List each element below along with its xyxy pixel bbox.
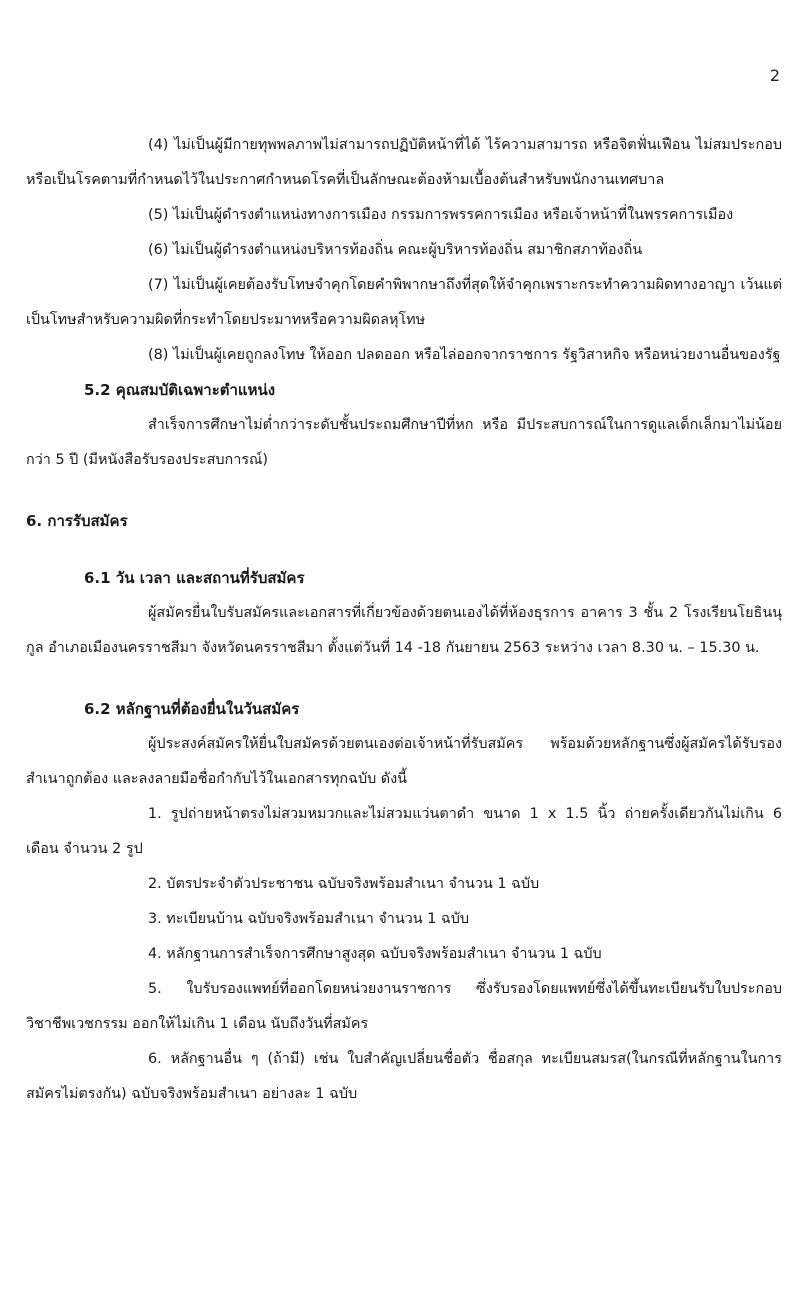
qualification-item-8: (8) ไม่เป็นผู้เคยถูกลงโทษ ให้ออก ปลดออก หรือไล่ออกจากราชการ รัฐวิสาหกิจ หรือหน่วยงานอื่นของรัฐ	[148, 347, 781, 363]
document-item-3: 3. ทะเบียนบ้าน ฉบับจริงพร้อมสำเนา จำนวน 1 ฉบับ	[148, 911, 469, 927]
document-item-2: 2. บัตรประจำตัวประชาชน ฉบับจริงพร้อมสำเนา จำนวน 1 ฉบับ	[148, 876, 540, 892]
page-number: 2	[769, 66, 780, 85]
heading-6-2: 6.2 หลักฐานที่ต้องยื่นในวันสมัคร	[84, 700, 300, 718]
heading-6-1: 6.1 วัน เวลา และสถานที่รับสมัคร	[84, 569, 305, 587]
qualification-item-7: (7) ไม่เป็นผู้เคยต้องรับโทษจำคุกโดยคำพิพากษาถึงที่สุดให้จำคุกเพราะกระทำความผิดทางอาญา เว้นแต่เป็นโทษสำหรับความผิดที่กระทำโดยประมาทหรือความผิดลหุโทษ	[26, 277, 782, 328]
document-item-5: 5. ใบรับรองแพทย์ที่ออกโดยหน่วยงานราชการ ซึ่งรับรองโดยแพทย์ซึ่งได้ขึ้นทะเบียนรับใบประกอบวิชาชีพเวชกรรม ออกให้ไม่เกิน 1 เดือน นับถึงวันที่สมัคร	[26, 981, 782, 1032]
heading-6: 6. การรับสมัคร	[26, 512, 128, 530]
qualification-item-5: (5) ไม่เป็นผู้ดำรงตำแหน่งทางการเมือง กรรมการพรรคการเมือง หรือเจ้าหน้าที่ในพรรคการเมือง	[148, 207, 734, 223]
document-item-6: 6. หลักฐานอื่น ๆ (ถ้ามี) เช่น ใบสำคัญเปลี่ยนชื่อตัว ชื่อสกุล ทะเบียนสมรส(ในกรณีที่หลักฐานในการสมัครไม่ตรงกัน) ฉบับจริงพร้อมสำเนา อย่างละ 1 ฉบับ	[26, 1051, 782, 1102]
spacer	[26, 478, 782, 504]
heading-5-2: 5.2 คุณสมบัติเฉพาะตำแหน่ง	[84, 381, 276, 399]
application-time-place-text: ผู้สมัครยื่นใบรับสมัครและเอกสารที่เกี่ยวข้องด้วยตนเองได้ที่ห้องธุรการ อาคาร 3 ชั้น 2 โรงเรียนโยธินนุกูล อำเภอเมืองนครราชสีมา จังหวัดนครราชสีมา ตั้งแต่วันที่ 14 -18 กันยายน 2563 ระหว่าง เวลา 8.30 น. – 15.30 น.	[26, 605, 782, 656]
document-item-4: 4. หลักฐานการสำเร็จการศึกษาสูงสุด ฉบับจริงพร้อมสำเนา จำนวน 1 ฉบับ	[148, 946, 602, 962]
position-qualification-text: สำเร็จการศึกษาไม่ต่ำกว่าระดับชั้นประถมศึกษาปีที่หก หรือ มีประสบการณ์ในการดูแลเด็กเล็กมาไม่น้อยกว่า 5 ปี (มีหนังสือรับรองประสบการณ์)	[26, 417, 782, 468]
qualification-item-4: (4) ไม่เป็นผู้มีกายทุพพลภาพไม่สามารถปฏิบัติหน้าที่ได้ ไร้ความสามารถ หรือจิตฟั่นเฟือน ไม่สมประกอบ หรือเป็นโรคตามที่กำหนดไว้ในประกาศกำหนดโรคที่เป็นลักษณะต้องห้ามเบื้องต้นสำหรับพนักงานเทศบาล	[26, 137, 782, 188]
required-documents-intro: ผู้ประสงค์สมัครให้ยื่นใบสมัครด้วยตนเองต่อเจ้าหน้าที่รับสมัคร พร้อมด้วยหลักฐานซึ่งผู้สมัครได้รับรองสำเนาถูกต้อง และลงลายมือชื่อกำกับไว้ในเอกสารทุกฉบับ ดังนี้	[26, 736, 782, 787]
document-body	[26, 128, 782, 1112]
document-item-1: 1. รูปถ่ายหน้าตรงไม่สวมหมวกและไม่สวมแว่นตาดำ ขนาด 1 x 1.5 นิ้ว ถ่ายครั้งเดียวกันไม่เกิน 6 เดือน จำนวน 2 รูป	[26, 806, 782, 857]
qualification-item-6: (6) ไม่เป็นผู้ดำรงตำแหน่งบริหารท้องถิ่น คณะผู้บริหารท้องถิ่น สมาชิกสภาท้องถิ่น	[148, 242, 643, 258]
spacer	[26, 539, 782, 561]
spacer	[26, 666, 782, 692]
